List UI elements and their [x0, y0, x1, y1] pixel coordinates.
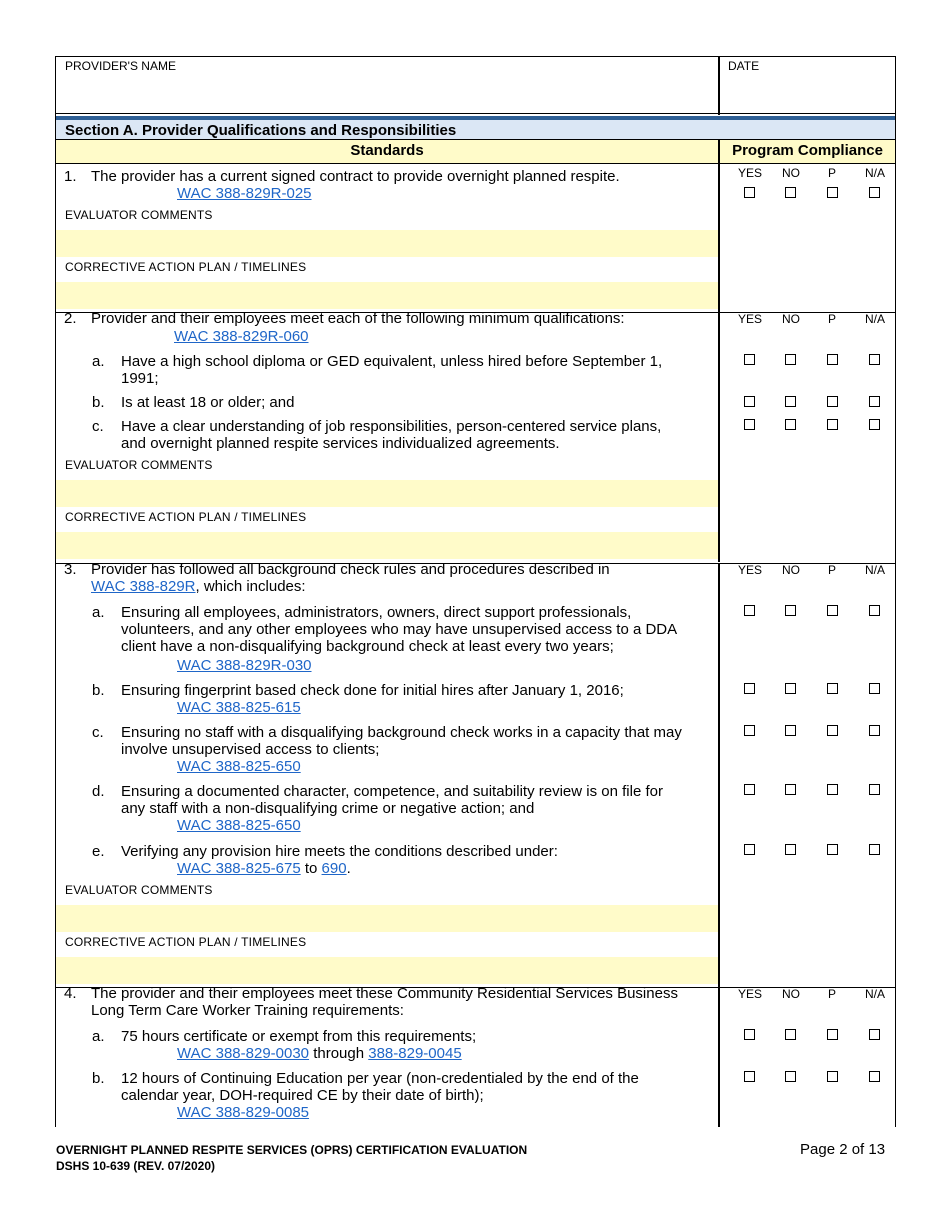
wac-link[interactable]: WAC 388-825-615 — [177, 699, 301, 716]
no-checkbox[interactable] — [785, 1029, 796, 1040]
p-checkbox[interactable] — [827, 725, 838, 736]
wac-link[interactable]: WAC 388-829-0085 — [177, 1104, 310, 1121]
na-checkbox[interactable] — [869, 396, 880, 407]
col-yes: YES — [737, 987, 762, 1001]
section-a-header — [56, 116, 895, 140]
item-2: 2. Provider and their employees meet each of the following minimum qualifications: WAC 388-829R-060 YES NO P N/A a. Have a high school diploma or GED equivalent, unless hired before September 1, 1991; b. Is at least 18 or older; and c. Have a clear understanding of job responsibilities, person-centered service plans, and overnight planned respite services individualized agreements. EVALUATOR COMMENTS CORRECTIVE ACTION PLAN / TIMELINES — [56, 312, 895, 562]
providers-name-label: PROVIDER'S NAME — [65, 59, 176, 73]
evaluator-comments-field[interactable] — [56, 480, 718, 507]
date-label: DATE — [728, 59, 760, 73]
evaluator-comments-field[interactable] — [56, 905, 718, 932]
no-checkbox[interactable] — [785, 419, 796, 430]
p-checkbox[interactable] — [827, 419, 838, 430]
no-checkbox[interactable] — [785, 784, 796, 795]
item-title: The provider and their employees meet these Community Residential Services Business — [91, 985, 678, 1002]
no-checkbox[interactable] — [785, 605, 796, 616]
p-checkbox[interactable] — [827, 1071, 838, 1082]
col-p: P — [827, 563, 836, 577]
item-1 — [56, 164, 895, 312]
col-no: NO — [782, 563, 800, 577]
na-checkbox[interactable] — [869, 844, 880, 855]
form-number: DSHS 10-639 (REV. 07/2020) — [56, 1159, 215, 1173]
col-yes: YES — [737, 166, 762, 180]
form-title: OVERNIGHT PLANNED RESPITE SERVICES (OPRS) CERTIFICATION EVALUATION — [56, 1143, 528, 1157]
p-checkbox[interactable] — [827, 683, 838, 694]
item-title: Provider has followed all background check rules and procedures described in — [91, 561, 610, 578]
item-number: 3. — [64, 561, 77, 578]
col-p: P — [827, 166, 836, 180]
p-checkbox[interactable] — [827, 605, 838, 616]
yes-checkbox[interactable] — [744, 187, 755, 198]
wac-link-2[interactable]: 690 — [321, 860, 347, 877]
col-na: N/A — [864, 166, 885, 180]
p-checkbox[interactable] — [827, 187, 838, 198]
wac-link[interactable]: WAC 388-829-0030 — [177, 1045, 310, 1062]
no-checkbox[interactable] — [785, 1071, 796, 1082]
yes-checkbox[interactable] — [744, 396, 755, 407]
col-na: N/A — [864, 563, 885, 577]
corrective-action-field[interactable] — [56, 532, 718, 559]
col-no: NO — [782, 987, 800, 1001]
no-checkbox[interactable] — [785, 844, 796, 855]
item-title-line-2: Long Term Care Worker Training requirements: — [91, 1002, 404, 1019]
corrective-action-label: CORRECTIVE ACTION PLAN / TIMELINES — [65, 260, 307, 274]
yes-checkbox[interactable] — [744, 784, 755, 795]
p-checkbox[interactable] — [827, 1029, 838, 1040]
no-checkbox[interactable] — [785, 187, 796, 198]
no-checkbox[interactable] — [785, 683, 796, 694]
p-checkbox[interactable] — [827, 354, 838, 365]
wac-link-2[interactable]: 388-829-0045 — [368, 1045, 462, 1062]
na-checkbox[interactable] — [869, 683, 880, 694]
col-yes: YES — [737, 312, 762, 326]
item-title: Provider and their employees meet each of the following minimum qualifications: — [91, 310, 625, 327]
wac-link[interactable]: WAC 388-829R-060 — [174, 328, 309, 345]
na-checkbox[interactable] — [869, 1071, 880, 1082]
page-number: Page 2 of 13 — [800, 1141, 886, 1158]
form-page — [55, 56, 896, 1127]
na-checkbox[interactable] — [869, 784, 880, 795]
col-yes: YES — [737, 563, 762, 577]
evaluator-comments-label: EVALUATOR COMMENTS — [65, 458, 213, 472]
col-na: N/A — [864, 312, 885, 326]
yes-checkbox[interactable] — [744, 419, 755, 430]
p-checkbox[interactable] — [827, 396, 838, 407]
wac-link[interactable]: WAC 388-829R-025 — [177, 185, 312, 202]
yes-checkbox[interactable] — [744, 725, 755, 736]
col-no: NO — [782, 312, 800, 326]
na-checkbox[interactable] — [869, 1029, 880, 1040]
evaluator-comments-label: EVALUATOR COMMENTS — [65, 208, 213, 222]
p-checkbox[interactable] — [827, 844, 838, 855]
no-checkbox[interactable] — [785, 725, 796, 736]
wac-link[interactable]: WAC 388-829R — [91, 578, 196, 595]
col-na: N/A — [864, 987, 885, 1001]
item-number: 4. — [64, 985, 77, 1002]
item-number: 2. — [64, 310, 77, 327]
no-checkbox[interactable] — [785, 354, 796, 365]
p-checkbox[interactable] — [827, 784, 838, 795]
yes-checkbox[interactable] — [744, 1029, 755, 1040]
yes-checkbox[interactable] — [744, 1071, 755, 1082]
corrective-action-field[interactable] — [56, 957, 718, 984]
provider-header-row — [56, 56, 895, 114]
wac-link[interactable]: WAC 388-829R-030 — [177, 657, 312, 674]
wac-link[interactable]: WAC 388-825-675 — [177, 860, 301, 877]
na-checkbox[interactable] — [869, 354, 880, 365]
item-number: 1. — [64, 168, 77, 185]
item-title: The provider has a current signed contract to provide overnight planned respite. — [91, 168, 620, 185]
yes-checkbox[interactable] — [744, 844, 755, 855]
corrective-action-label: CORRECTIVE ACTION PLAN / TIMELINES — [65, 935, 307, 949]
col-no: NO — [782, 166, 800, 180]
wac-link[interactable]: WAC 388-825-650 — [177, 758, 301, 775]
wac-link[interactable]: WAC 388-825-650 — [177, 817, 301, 834]
no-checkbox[interactable] — [785, 396, 796, 407]
yes-checkbox[interactable] — [744, 605, 755, 616]
na-checkbox[interactable] — [869, 419, 880, 430]
standards-label: Standards — [350, 142, 424, 159]
evaluator-comments-field[interactable] — [56, 230, 718, 257]
evaluator-comments-label: EVALUATOR COMMENTS — [65, 883, 213, 897]
na-checkbox[interactable] — [869, 605, 880, 616]
standards-header-row — [56, 140, 895, 164]
yes-checkbox[interactable] — [744, 354, 755, 365]
compliance-label: Program Compliance — [732, 142, 883, 159]
na-checkbox[interactable] — [869, 725, 880, 736]
item-4: 4. The provider and their employees meet these Community Residential Services Business Long Term Care Worker Training requirements: YES NO P N/A a. 75 hours certificate or exempt from this requirements; WAC 388-829-0030 through 388-829-0045 b. 12 hours of Continuing Education per year (non-credentialed by the end of the calendar year, DOH-required CE by their date of birth); WAC 388-829-0085 — [56, 987, 895, 1127]
item-3: 3. Provider has followed all background check rules and procedures described in WAC 388-829R, which includes: YES NO P N/A a. Ensuring all employees, administrators, owners, direct support professionals, volunteers, and any other employees who may have unsupervised access to a DDA client have a non-disqualifying background check at least every two years; WAC 388-829R-030 b. Ensuring fingerprint based check done for initial hires after January 1, 2016; WAC 388-825-615 c. Ensuring no staff with a disqualifying background check works in a capacity that may involve unsupervised access to clients; WAC 388-825-650 d. Ensuring a documented character, competence, and suitability review is on file for any staff with a non-disqualifying crime or negative action; and WAC 388-825-650 e. Verifying any provision hire meets the conditions described under: WAC 388-825-675 to 690. EVALUATOR COMMENTS CORRECTIVE ACTION PLAN / TIMELINES — [56, 563, 895, 987]
col-p: P — [827, 987, 836, 1001]
corrective-action-field[interactable] — [56, 282, 718, 309]
col-p: P — [827, 312, 836, 326]
na-checkbox[interactable] — [869, 187, 880, 198]
corrective-action-label: CORRECTIVE ACTION PLAN / TIMELINES — [65, 510, 307, 524]
section-title: Section A. Provider Qualifications and Responsibilities — [65, 122, 457, 139]
yes-checkbox[interactable] — [744, 683, 755, 694]
